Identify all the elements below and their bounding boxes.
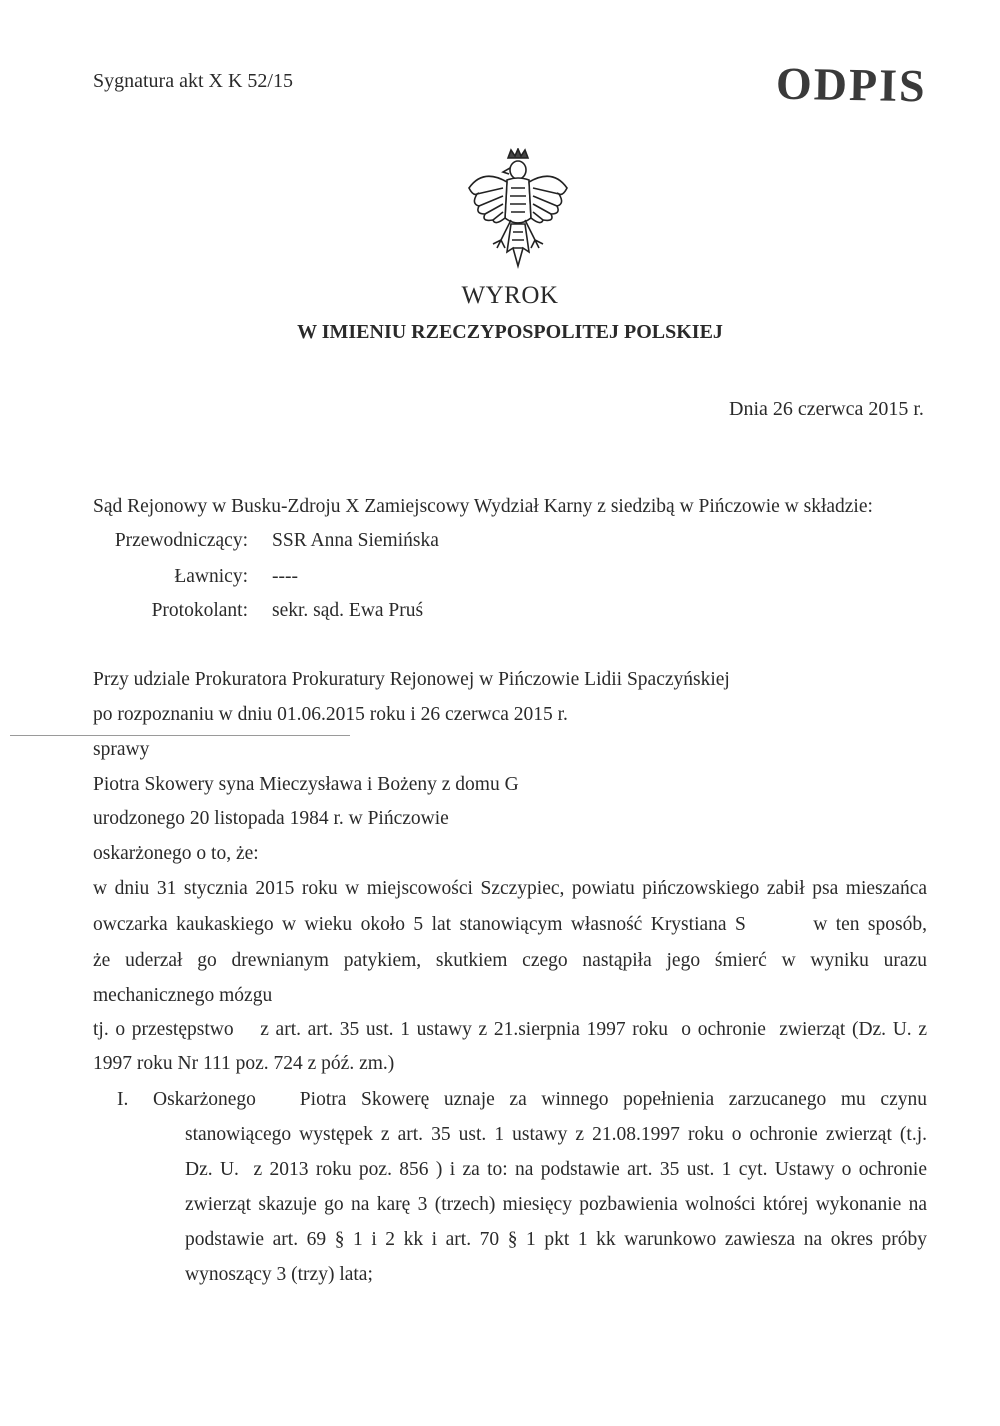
- document-subtitle: W IMIENIU RZECZYPOSPOLITEJ POLSKIEJ: [297, 321, 723, 343]
- jurors-label: Ławnicy:: [174, 566, 248, 587]
- scan-rule: [10, 735, 350, 736]
- court-name: Sąd Rejonowy w Busku-Zdroju X Zamiejscowy Wydział Karny z siedzibą w Pińczowie w składzie:: [93, 496, 873, 517]
- chair-value: SSR Anna Siemińska: [272, 530, 439, 551]
- charge-last-line: mechanicznego mózgu: [93, 985, 273, 1006]
- verdict-line: Dz. U. z 2013 roku poz. 856 ) i za to: na podstawie art. 35 ust. 1 cyt. Ustawy o ochronie: [185, 1159, 927, 1180]
- charge-line: w dniu 31 stycznia 2015 roku w miejscowości Szczypiec, powiatu pińczowskiego zabił psa mieszańca: [93, 878, 927, 899]
- clerk-value: sekr. sąd. Ewa Pruś: [272, 600, 424, 621]
- charge-line: owczarka kaukaskiego w wieku około 5 lat stanowiącym własność Krystiana S w ten sposób,: [93, 914, 927, 935]
- verdict-last-line: wynoszący 3 (trzy) lata;: [185, 1264, 373, 1285]
- jurors-value: ----: [272, 566, 298, 587]
- polish-eagle-emblem-icon: [463, 148, 573, 276]
- verdict-line: zwierząt skazuje go na karę 3 (trzech) miesięcy pozbawienia wolności której wykonanie na: [185, 1194, 927, 1215]
- defendant-line: Piotra Skowery syna Mieczysława i Bożeny z domu G: [93, 774, 519, 795]
- legal-basis-last-line: 1997 roku Nr 111 poz. 724 z póź. zm.): [93, 1053, 395, 1074]
- verdict-item-number: I.: [117, 1089, 129, 1110]
- legal-basis-line: tj. o przestępstwo z art. art. 35 ust. 1 ustawy z 21.sierpnia 1997 roku o ochronie zwierząt (Dz. U. z: [93, 1019, 927, 1040]
- chair-label: Przewodniczący:: [114, 530, 248, 551]
- verdict-line: stanowiącego występek z art. 35 ust. 1 ustawy z 21.08.1997 roku o ochronie zwierząt (t.j.: [185, 1124, 927, 1145]
- prosecutor-line: Przy udziale Prokuratora Prokuratury Rejonowej w Pińczowie Lidii Spaczyńskiej: [93, 669, 730, 690]
- accused-of-line: oskarżonego o to, że:: [93, 843, 259, 864]
- charge-line: że uderzał go drewnianym patykiem, skutkiem czego nastąpiła jego śmierć w wyniku urazu: [93, 950, 927, 971]
- hearing-line: po rozpoznaniu w dniu 01.06.2015 roku i 26 czerwca 2015 r.: [93, 704, 568, 725]
- case-signature: Sygnatura akt X K 52/15: [93, 70, 293, 92]
- verdict-first-line: Oskarżonego Piotra Skowerę uznaje za winnego popełnienia zarzucanego mu czynu: [153, 1089, 927, 1110]
- judgment-date: Dnia 26 czerwca 2015 r.: [729, 398, 924, 420]
- clerk-label: Protokolant:: [151, 600, 248, 621]
- document-title: WYROK: [461, 282, 559, 309]
- birth-line: urodzonego 20 listopada 1984 r. w Pińczowie: [93, 808, 449, 829]
- copy-stamp: ODPIS: [775, 57, 928, 112]
- case-word: sprawy: [93, 739, 150, 760]
- verdict-line: podstawie art. 69 § 1 i 2 kk i art. 70 § 1 pkt 1 kk warunkowo zawiesza na okres próby: [185, 1229, 927, 1250]
